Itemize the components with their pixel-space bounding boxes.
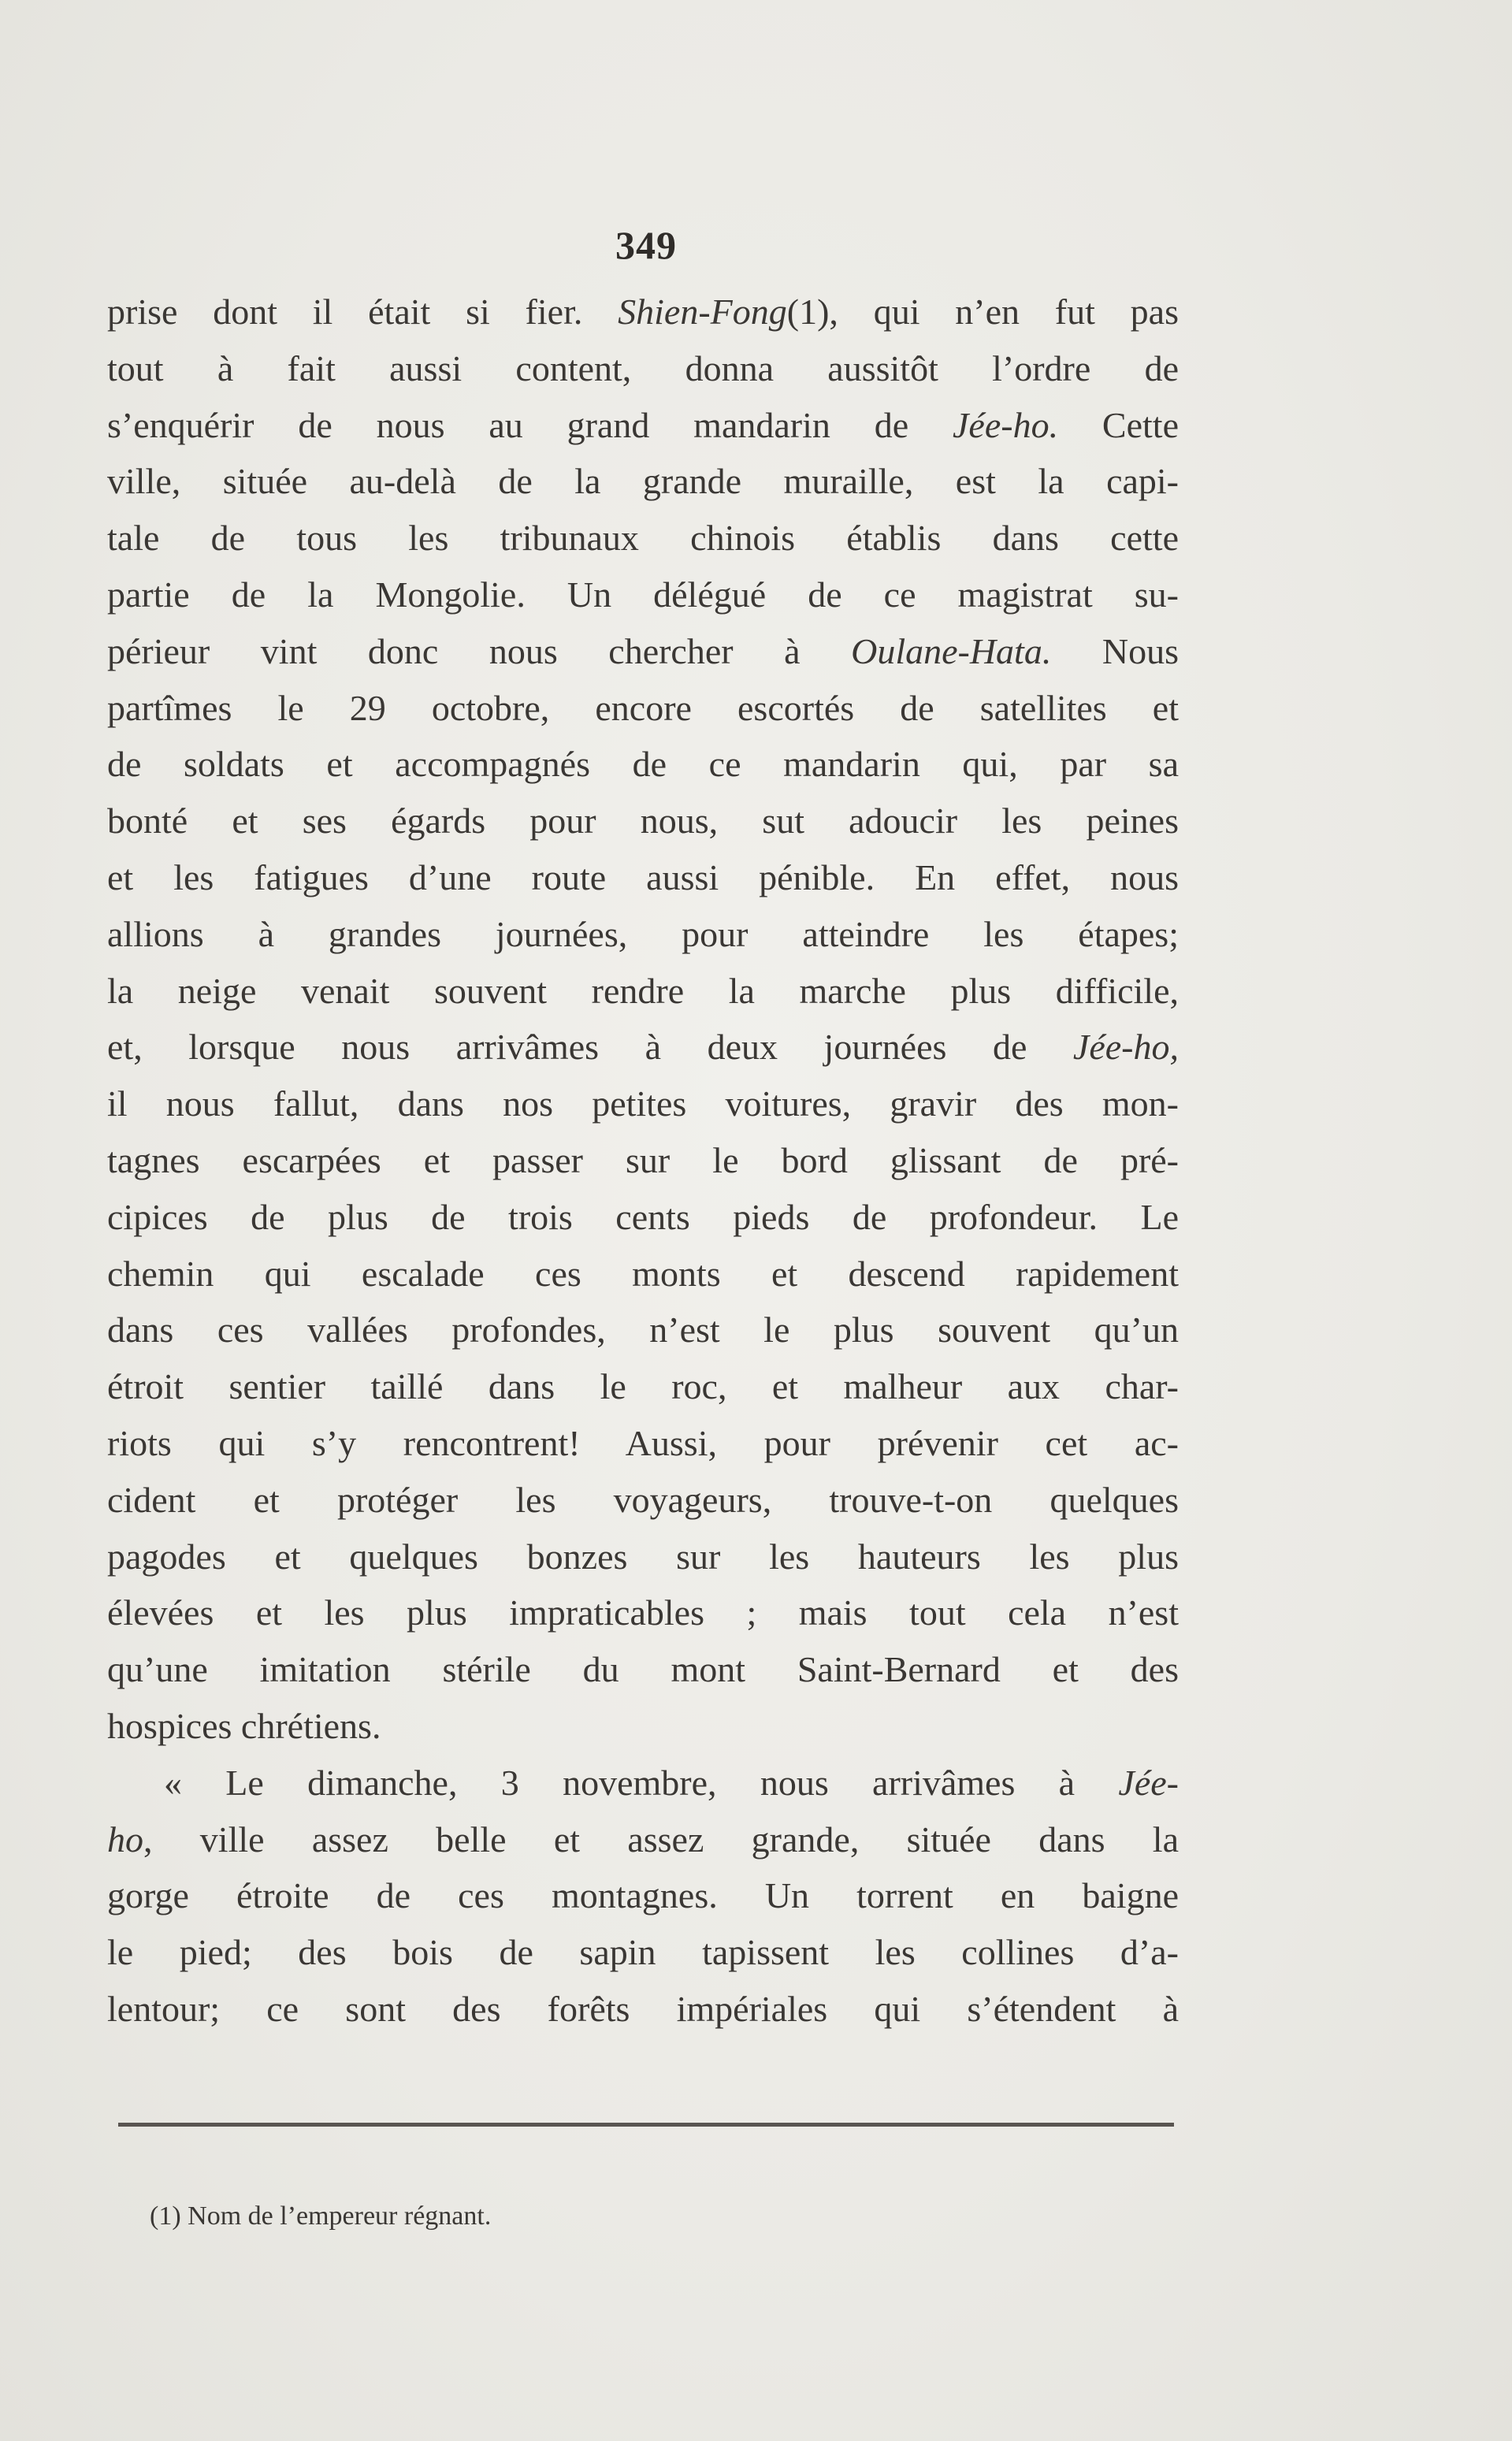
text-line xyxy=(107,1811,1179,1868)
text-run: « Le dimanche, 3 novembre, nous arrivâmes à xyxy=(164,1762,1119,1803)
text-run: , ville assez belle et assez grande, située dans la xyxy=(143,1819,1179,1860)
text-line xyxy=(107,1755,1179,1811)
text-line xyxy=(107,1189,1179,1246)
text-line xyxy=(107,963,1179,1020)
italic-text: Jée-ho, xyxy=(1072,1027,1179,1068)
text-line xyxy=(107,1302,1179,1358)
text-line xyxy=(107,340,1179,397)
text-run: de soldats et accompagnés de ce mandarin qui, par sa xyxy=(107,744,1179,785)
text-run: tale de tous les tribunaux chinois établis dans cette xyxy=(107,518,1179,559)
text-run: tagnes escarpées et passer sur le bord glissant de pré- xyxy=(107,1139,1179,1180)
text-line xyxy=(107,1076,1179,1132)
text-line xyxy=(107,1981,1179,2038)
text-line xyxy=(107,453,1179,510)
text-run: partîmes le 29 octobre, encore escortés de satellites et xyxy=(107,687,1179,728)
text-run: bonté et ses égards pour nous, sut adoucir les peines xyxy=(107,801,1179,842)
text-line xyxy=(107,567,1179,623)
text-run: hospices chrétiens. xyxy=(107,1705,381,1746)
text-line xyxy=(107,736,1179,793)
italic-text: Jée-ho. xyxy=(953,404,1059,445)
page-number: 349 xyxy=(615,223,677,267)
text-line xyxy=(107,1698,1179,1755)
text-line xyxy=(107,1585,1179,1641)
text-line xyxy=(107,284,1179,340)
footnote: (1) Nom de l’empereur régnant. xyxy=(150,2201,492,2231)
text-run: tout à fait aussi content, donna aussitôt l’ordre de xyxy=(107,347,1179,388)
text-line xyxy=(107,849,1179,906)
italic-text: Jée- xyxy=(1118,1762,1179,1803)
text-run: périeur vint donc nous chercher à xyxy=(107,630,852,671)
text-run: ville, située au-delà de la grande muraille, est la capi- xyxy=(107,461,1179,502)
text-line xyxy=(107,1415,1179,1472)
body-text xyxy=(107,284,1179,2038)
text-run: s’enquérir de nous au grand mandarin de xyxy=(107,404,953,445)
text-run: le pied; des bois de sapin tapissent les collines d’a- xyxy=(107,1932,1179,1973)
text-line xyxy=(107,793,1179,849)
italic-text: Shien-Fong xyxy=(618,292,787,332)
text-line xyxy=(107,1472,1179,1529)
text-run: Cette xyxy=(1058,404,1179,445)
text-run: cident et protéger les voyageurs, trouve-t-on quelques xyxy=(107,1479,1179,1520)
text-run: riots qui s’y rencontrent! Aussi, pour prévenir cet ac- xyxy=(107,1422,1179,1463)
text-line xyxy=(107,1924,1179,1981)
text-line xyxy=(107,510,1179,567)
text-run: la neige venait souvent rendre la marche plus difficile, xyxy=(107,970,1179,1011)
text-line xyxy=(107,1132,1179,1189)
text-line xyxy=(107,397,1179,454)
italic-text: Oulane-Hata. xyxy=(851,630,1052,671)
text-run: gorge étroite de ces montagnes. Un torrent en baigne xyxy=(107,1875,1179,1916)
text-run: dans ces vallées profondes, n’est le plus souvent qu’un xyxy=(107,1310,1179,1351)
text-line xyxy=(107,623,1179,680)
text-line xyxy=(107,1529,1179,1585)
text-line xyxy=(107,1246,1179,1302)
text-line xyxy=(107,680,1179,737)
text-run: partie de la Mongolie. Un délégué de ce magistrat su- xyxy=(107,574,1179,615)
text-run: pagodes et quelques bonzes sur les hauteurs les plus xyxy=(107,1536,1179,1577)
text-run: prise dont il était si fier. xyxy=(107,292,619,332)
text-run: et les fatigues d’une route aussi pénible. En effet, nous xyxy=(107,856,1179,897)
text-run: cipices de plus de trois cents pieds de profondeur. Le xyxy=(107,1196,1179,1237)
text-run: (1), qui n’en fut pas xyxy=(786,292,1179,332)
text-run: élevées et les plus impraticables ; mais tout cela n’est xyxy=(107,1592,1179,1633)
text-line xyxy=(107,1019,1179,1076)
text-run: chemin qui escalade ces monts et descend rapidement xyxy=(107,1253,1179,1294)
text-run: qu’une imitation stérile du mont Saint-Bernard et des xyxy=(107,1649,1179,1690)
text-run: Nous xyxy=(1051,630,1180,671)
footnote-rule xyxy=(118,2123,1174,2127)
text-line xyxy=(107,906,1179,963)
text-run: et, lorsque nous arrivâmes à deux journées de xyxy=(107,1027,1073,1068)
text-run: allions à grandes journées, pour atteindre les étapes; xyxy=(107,913,1179,954)
text-run: lentour; ce sont des forêts impériales qui s’étendent à xyxy=(107,1988,1179,2029)
text-run: étroit sentier taillé dans le roc, et malheur aux char- xyxy=(107,1366,1179,1407)
text-line xyxy=(107,1641,1179,1698)
text-line xyxy=(107,1358,1179,1415)
text-run: il nous fallut, dans nos petites voitures, gravir des mon- xyxy=(107,1083,1179,1124)
italic-text: ho xyxy=(107,1819,143,1860)
text-line xyxy=(107,1867,1179,1924)
